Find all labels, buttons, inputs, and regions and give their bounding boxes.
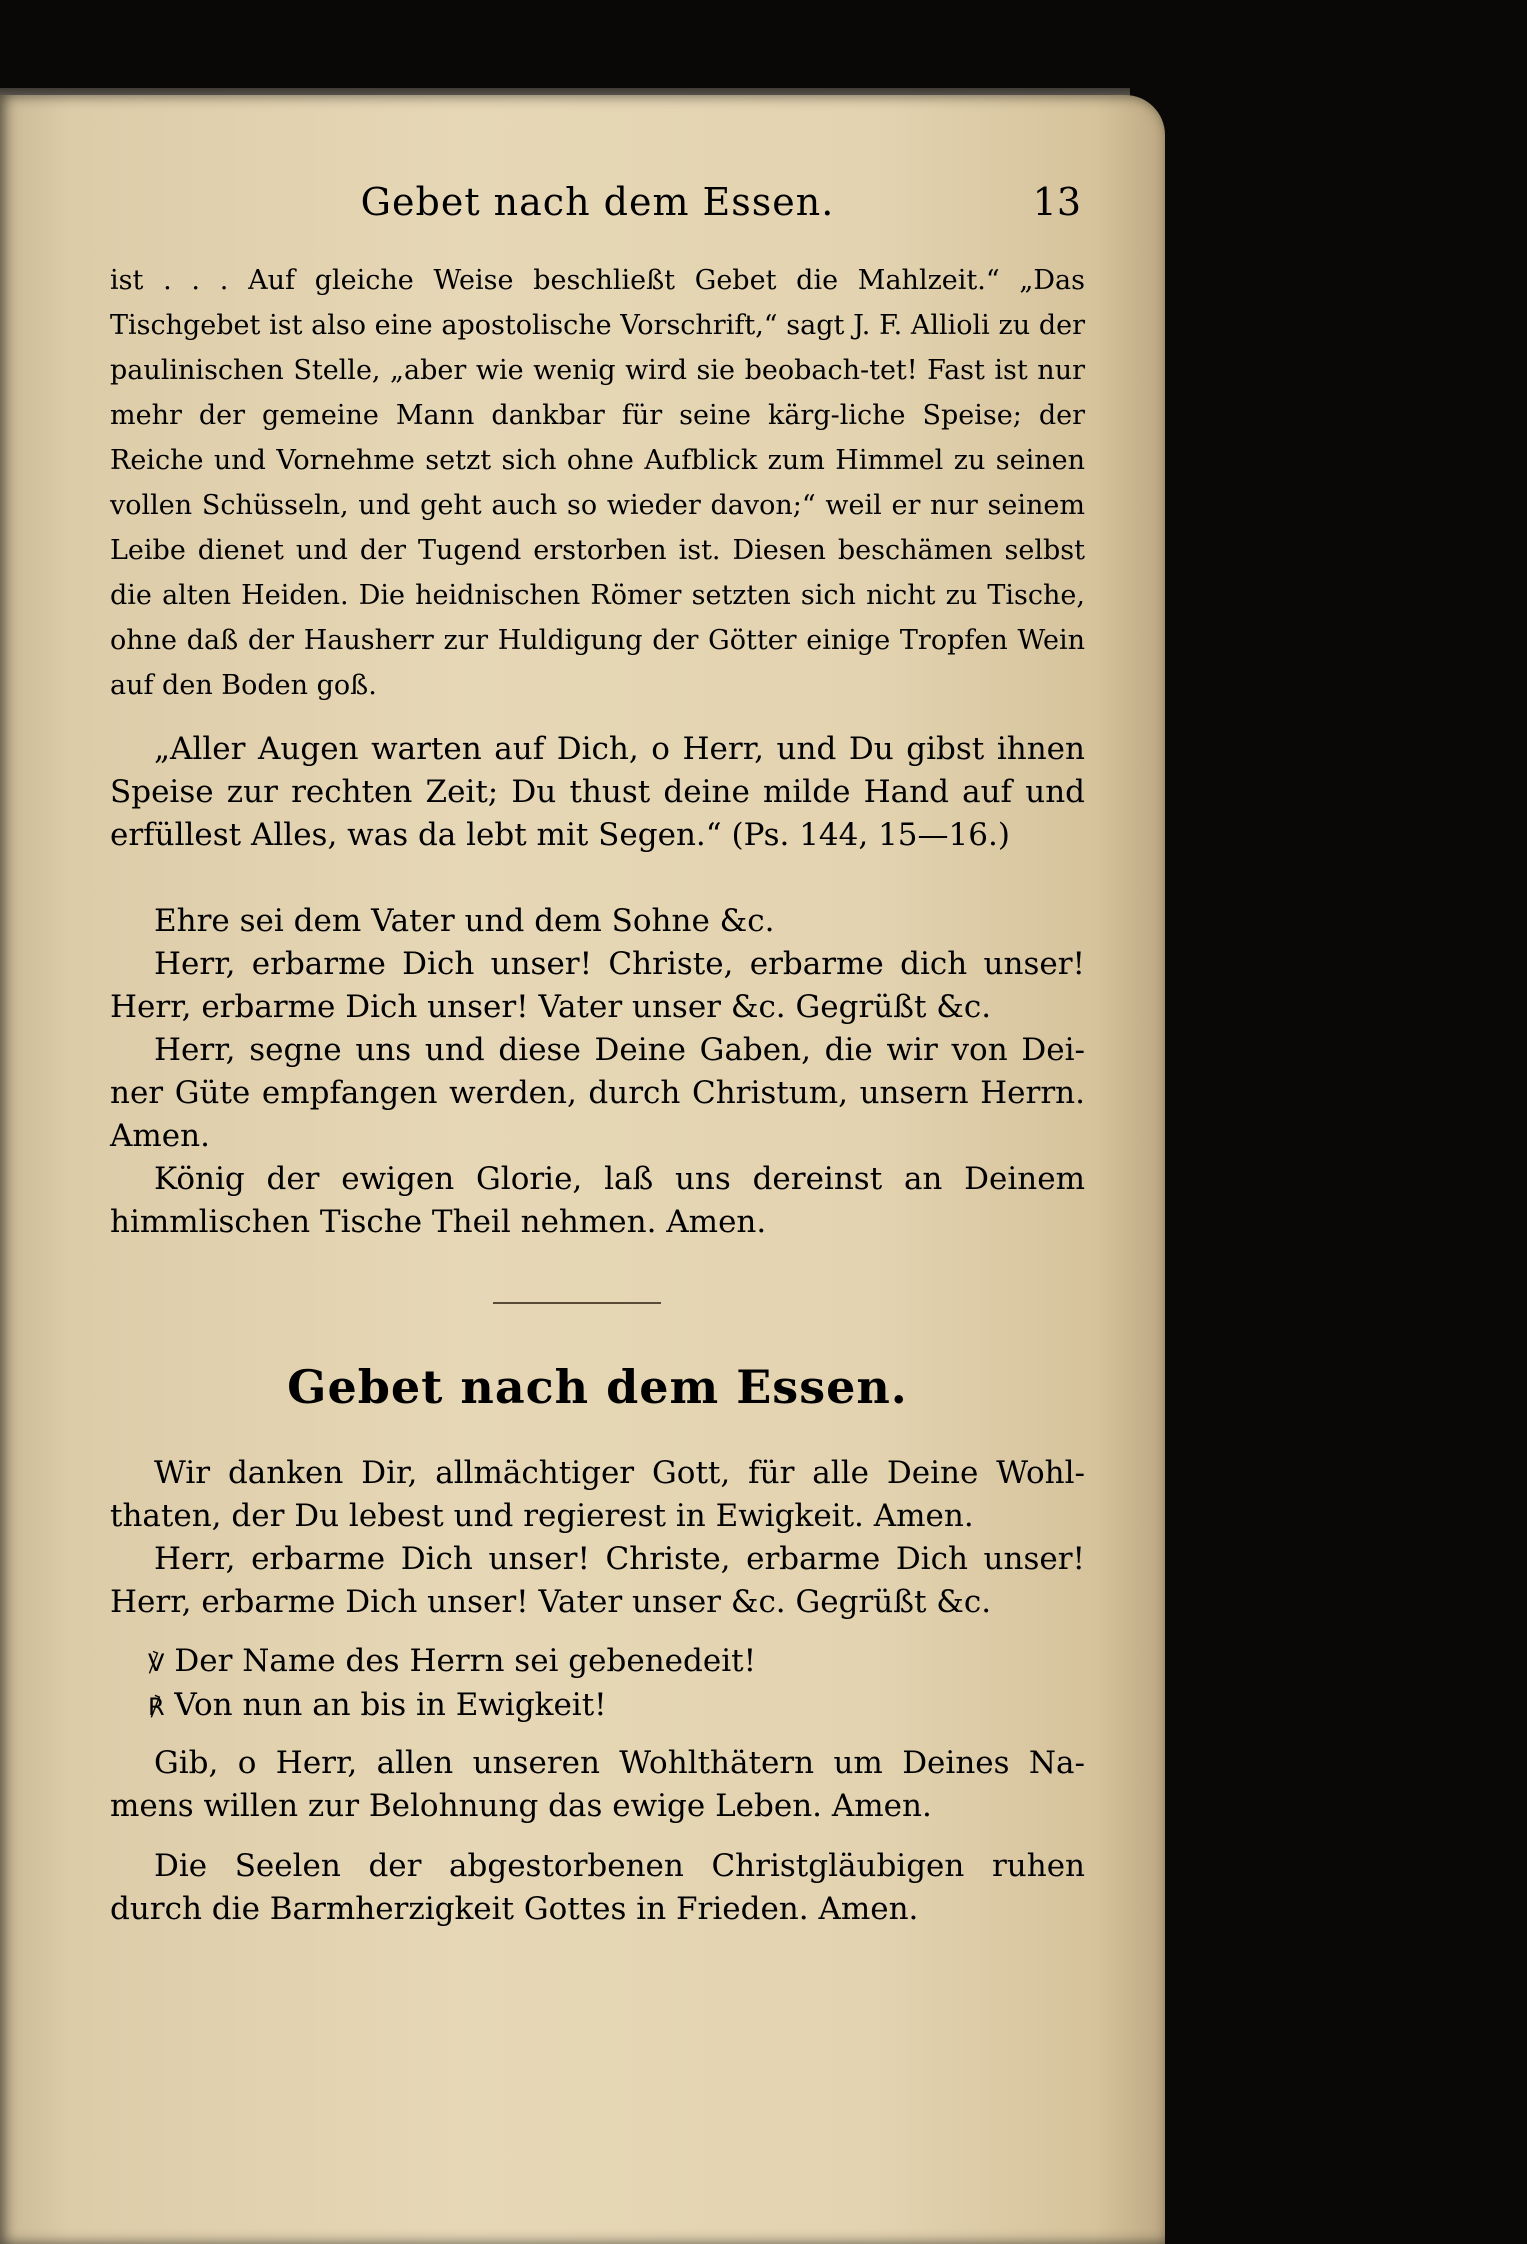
intro-paragraph: ist . . . Auf gleiche Weise beschließt Gebet die Mahlzeit.“ „Das Tischgebet ist also eine apostolische Vorschrift,“ sagt J. F. Allioli zu der paulinischen Stelle, „aber wie wenig wird sie beobach-tet! Fast ist nur mehr der gemeine Mann dankbar für seine kärg-liche Speise; der Reiche und Vornehme setzt sich ohne Aufblick zum Himmel zu seinen vollen Schüsseln, und geht auch so wieder davon;“ weil er nur seinem Leibe dienet und der Tugend erstorben ist. Diesen beschämen selbst die alten Heiden. Die heidnischen Römer setzten sich nicht zu Tische, ohne daß der Hausherr zur Huldigung der Götter einige Tropfen Wein auf den Boden goß. [110, 265, 1085, 701]
section-heading: Gebet nach dem Essen. [287, 1360, 908, 1414]
thanksgiving-prayer: Wir danken Dir, allmächtiger Gott, für alle Deine Wohl-thaten, der Du lebest und regierest in Ewigkeit. Amen. [110, 1455, 1085, 1534]
response-text: Von nun an bis in Ewigkeit! [174, 1687, 607, 1723]
versicle-symbol: ℣ [148, 1649, 165, 1677]
souls-prayer: Die Seelen der abgestorbenen Christgläubigen ruhen durch die Barmherzigkeit Gottes in Frieden. Amen. [110, 1848, 1085, 1927]
benefactors-prayer: Gib, o Herr, allen unseren Wohlthätern um Deines Na-mens willen zur Belohnung das ewige Leben. Amen. [110, 1745, 1085, 1824]
gloria-line: Ehre sei dem Vater und dem Sohne &c. [154, 903, 775, 939]
section-divider [493, 1302, 661, 1304]
king-of-glory-prayer: König der ewigen Glorie, laß uns dereinst an Deinem himmlischen Tische Theil nehmen. Amen. [110, 1161, 1085, 1240]
page-number: 13 [1032, 180, 1081, 224]
kyrie-before: Herr, erbarme Dich unser! Christe, erbarme dich unser! Herr, erbarme Dich unser! Vater unser &c. Gegrüßt &c. [110, 946, 1085, 1025]
versicle-text: Der Name des Herrn sei gebenedeit! [174, 1643, 757, 1679]
blessing-prayer: Herr, segne uns und diese Deine Gaben, die wir von Dei-ner Güte empfangen werden, durch Christum, unsern Herrn. Amen. [110, 1032, 1085, 1154]
kyrie-after: Herr, erbarme Dich unser! Christe, erbarme Dich unser! Herr, erbarme Dich unser! Vater unser &c. Gegrüßt &c. [110, 1541, 1085, 1620]
response-symbol: ℟ [148, 1693, 165, 1721]
running-header [110, 180, 1085, 230]
response-line [110, 1684, 1085, 1729]
psalm-verse: „Aller Augen warten auf Dich, o Herr, und Du gibst ihnen Speise zur rechten Zeit; Du thust deine milde Hand auf und erfüllest Alles, was da lebt mit Segen.“ (Ps. 144, 15—16.) [110, 731, 1085, 853]
running-title: Gebet nach dem Essen. [360, 180, 835, 224]
versicle-line [110, 1640, 1085, 1685]
